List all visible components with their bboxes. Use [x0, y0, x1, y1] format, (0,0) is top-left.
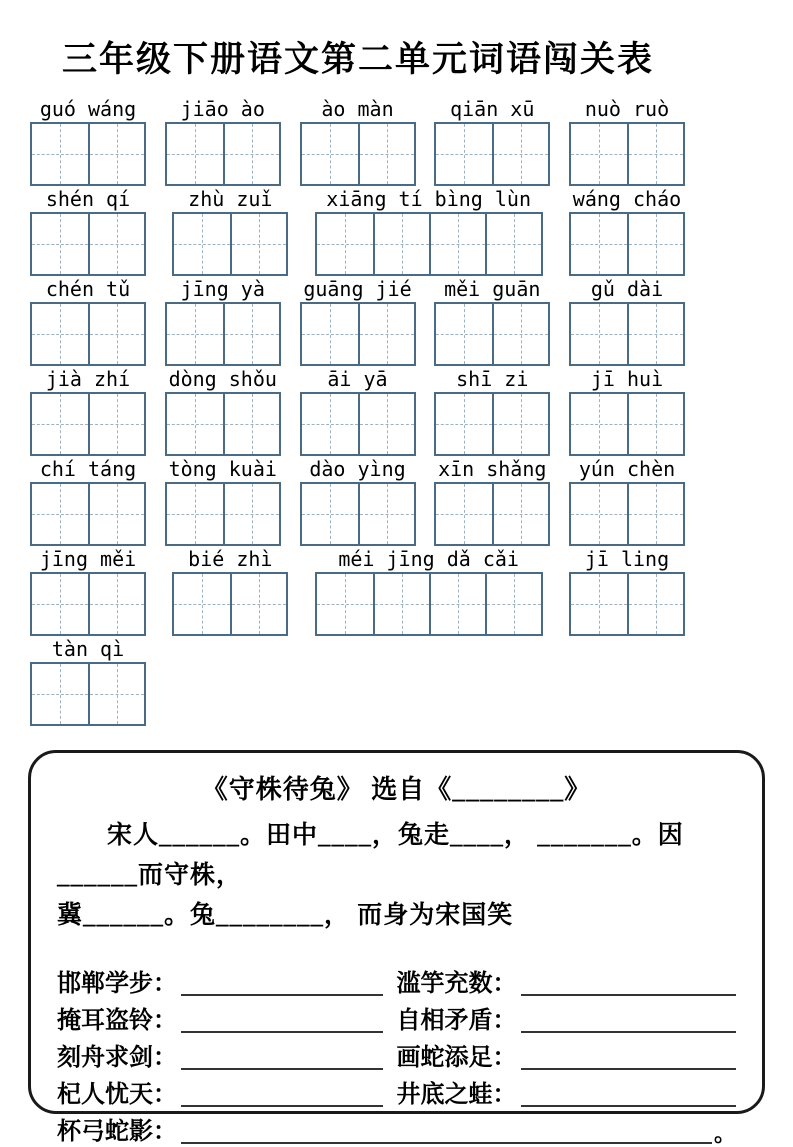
pinyin-label: zhù zuǐ [188, 187, 273, 211]
writing-cell [88, 214, 144, 274]
writing-grid [30, 392, 146, 456]
writing-grid [569, 212, 685, 276]
writing-cell [492, 304, 548, 364]
writing-cell [223, 304, 279, 364]
word-group [30, 276, 146, 366]
idiom-col [397, 1043, 737, 1073]
writing-cell [571, 574, 627, 634]
word-row [30, 636, 685, 726]
idiom-row-last [57, 1110, 736, 1147]
writing-cell [627, 304, 683, 364]
word-group [165, 96, 281, 186]
idiom-col [57, 1006, 397, 1036]
idiom-label: 井底之蛙： [396, 1082, 517, 1108]
writing-grid [434, 392, 550, 456]
word-group [30, 186, 146, 276]
writing-cell [167, 394, 223, 454]
writing-cell [230, 214, 286, 274]
writing-cell [32, 664, 88, 724]
word-grid-section [30, 96, 685, 726]
word-group [434, 276, 550, 366]
pinyin-label: jiāo ào [180, 97, 265, 121]
writing-cell [627, 574, 683, 634]
story-heading: 《守株待兔》 选自《________》 [201, 775, 592, 804]
pinyin-label: qiān xū [450, 97, 535, 121]
idiom-col [397, 1006, 737, 1036]
answer-blank-line [181, 1007, 383, 1033]
idiom-label: 邯郸学步： [57, 971, 177, 997]
idiom-row [57, 962, 736, 999]
writing-cell [492, 484, 548, 544]
pinyin-label: bié zhì [188, 547, 273, 571]
word-group [315, 546, 543, 636]
word-group [165, 456, 281, 546]
writing-grid [165, 392, 281, 456]
pinyin-label: jià zhí [45, 367, 131, 391]
writing-cell [358, 484, 414, 544]
idiom-label: 杞人忧天： [57, 1082, 177, 1108]
writing-grid [434, 122, 550, 186]
pinyin-label: xīn shǎng [438, 457, 547, 481]
pinyin-label: méi jīng dǎ cǎi [338, 547, 519, 571]
writing-cell [492, 394, 548, 454]
writing-cell [373, 574, 429, 634]
writing-grid [30, 572, 146, 636]
writing-cell [302, 484, 358, 544]
pinyin-label: dòng shǒu [168, 367, 277, 391]
answer-blank-line [521, 1007, 737, 1033]
writing-cell [492, 124, 548, 184]
word-group [569, 366, 685, 456]
writing-cell [571, 124, 627, 184]
word-group [569, 546, 685, 636]
writing-cell [429, 214, 485, 274]
pinyin-label: chén tǔ [45, 277, 131, 301]
writing-grid [165, 122, 281, 186]
pinyin-label: āi yā [327, 367, 388, 391]
writing-grid [30, 302, 146, 366]
exercise-box [28, 750, 765, 1146]
writing-cell [358, 394, 414, 454]
word-group [569, 96, 685, 186]
word-group [300, 276, 416, 366]
writing-cell [485, 214, 541, 274]
word-row [30, 186, 685, 276]
idiom-col [57, 1080, 397, 1110]
writing-cell [627, 484, 683, 544]
writing-cell [627, 124, 683, 184]
pinyin-label: guāng jié [303, 277, 412, 301]
writing-grid [434, 482, 550, 546]
pinyin-label: tàn qì [51, 637, 125, 661]
answer-blank-line [521, 1081, 737, 1107]
writing-cell [88, 664, 144, 724]
writing-cell [302, 304, 358, 364]
writing-grid [165, 302, 281, 366]
writing-cell [485, 574, 541, 634]
word-group [300, 456, 416, 546]
pinyin-label: wáng cháo [572, 187, 682, 211]
writing-cell [436, 394, 492, 454]
pinyin-label: chí táng [39, 457, 137, 481]
idiom-label: 画蛇添足： [396, 1045, 517, 1071]
pinyin-label: guó wáng [39, 97, 137, 121]
pinyin-label: tòng kuài [168, 457, 277, 481]
writing-cell [88, 124, 144, 184]
writing-grid [569, 122, 685, 186]
pinyin-label: shī zi [456, 367, 529, 391]
pinyin-label: ào màn [321, 97, 394, 121]
pinyin-label: měi guān [444, 277, 541, 301]
word-row [30, 96, 685, 186]
writing-cell [167, 484, 223, 544]
writing-cell [174, 214, 230, 274]
pinyin-label: yún chèn [578, 457, 676, 481]
answer-blank-line [181, 970, 383, 996]
writing-cell [88, 574, 144, 634]
writing-cell [88, 394, 144, 454]
pinyin-label: jīng yà [180, 277, 265, 301]
writing-cell [627, 214, 683, 274]
writing-grid [300, 122, 416, 186]
pinyin-label: jī huì [590, 367, 664, 391]
pinyin-label: gǔ dài [590, 277, 664, 301]
idiom-list [57, 962, 736, 1110]
writing-cell [571, 304, 627, 364]
answer-blank-line [521, 1044, 737, 1070]
writing-cell [88, 484, 144, 544]
idiom-row [57, 999, 736, 1036]
word-group [434, 96, 550, 186]
word-group [569, 276, 685, 366]
writing-cell [223, 394, 279, 454]
idiom-row [57, 1073, 736, 1110]
writing-cell [32, 304, 88, 364]
word-group [30, 546, 146, 636]
word-group [30, 96, 146, 186]
story-line-1: 宋人______。田中____，兔走____， _______。因______而守株， [57, 822, 684, 889]
writing-cell [223, 484, 279, 544]
idiom-label: 滥竽充数： [396, 971, 517, 997]
word-group [165, 366, 281, 456]
idiom-label: 自相矛盾： [396, 1008, 517, 1034]
idiom-label: 刻舟求剑： [57, 1045, 177, 1071]
idiom-col [397, 969, 737, 999]
writing-cell [167, 124, 223, 184]
writing-grid [434, 302, 550, 366]
pinyin-label: dào yìng [309, 457, 406, 481]
word-row [30, 366, 685, 456]
word-group [315, 186, 543, 276]
writing-cell [302, 124, 358, 184]
writing-cell [571, 214, 627, 274]
idiom-col [397, 1080, 737, 1110]
writing-cell [627, 394, 683, 454]
writing-cell [571, 394, 627, 454]
writing-grid [30, 212, 146, 276]
pinyin-label: jī ling [584, 547, 670, 571]
word-group [569, 456, 685, 546]
word-group [30, 636, 146, 726]
story-line-2: 冀______。兔________， 而身为宋国笑 [57, 902, 514, 929]
writing-cell [32, 484, 88, 544]
idiom-col [57, 1043, 397, 1073]
writing-grid [300, 392, 416, 456]
writing-cell [373, 214, 429, 274]
page-title: 三年级下册语文第二单元词语闯关表 [61, 40, 654, 79]
writing-cell [32, 574, 88, 634]
writing-grid [315, 212, 543, 276]
word-group [300, 366, 416, 456]
sentence-period: 。 [713, 1121, 736, 1146]
writing-cell [436, 124, 492, 184]
word-group [569, 186, 685, 276]
answer-blank-line [181, 1081, 383, 1107]
word-row [30, 546, 685, 636]
writing-cell [230, 574, 286, 634]
writing-cell [302, 394, 358, 454]
writing-cell [358, 304, 414, 364]
idiom-label-beigongsheying: 杯弓蛇影： [57, 1119, 177, 1145]
word-group [30, 366, 146, 456]
writing-grid [172, 212, 288, 276]
pinyin-label: xiāng tí bìng lùn [326, 187, 531, 211]
writing-cell [571, 484, 627, 544]
writing-cell [32, 124, 88, 184]
answer-blank-line [521, 970, 737, 996]
writing-grid [569, 302, 685, 366]
word-group [165, 276, 281, 366]
writing-cell [174, 574, 230, 634]
writing-grid [30, 482, 146, 546]
writing-grid [315, 572, 543, 636]
writing-cell [358, 124, 414, 184]
pinyin-label: shén qí [45, 187, 131, 211]
writing-grid [569, 572, 685, 636]
writing-cell [32, 214, 88, 274]
word-group [434, 456, 550, 546]
pinyin-label: nuò ruò [584, 97, 670, 121]
idiom-col [57, 969, 397, 999]
idiom-label: 掩耳盗铃： [57, 1008, 177, 1034]
writing-grid [172, 572, 288, 636]
writing-grid [300, 302, 416, 366]
writing-cell [317, 214, 373, 274]
writing-grid [569, 482, 685, 546]
word-row [30, 456, 685, 546]
writing-grid [569, 392, 685, 456]
writing-cell [223, 124, 279, 184]
writing-cell [32, 394, 88, 454]
writing-cell [167, 304, 223, 364]
answer-blank-line [181, 1044, 383, 1070]
writing-cell [436, 304, 492, 364]
writing-cell [88, 304, 144, 364]
writing-grid [30, 662, 146, 726]
writing-grid [300, 482, 416, 546]
idiom-row [57, 1036, 736, 1073]
writing-grid [165, 482, 281, 546]
writing-grid [30, 122, 146, 186]
word-group [300, 96, 416, 186]
word-group [30, 456, 146, 546]
writing-cell [436, 484, 492, 544]
word-group [434, 366, 550, 456]
writing-cell [317, 574, 373, 634]
pinyin-label: jīng měi [39, 547, 137, 571]
word-group [172, 546, 288, 636]
writing-cell [429, 574, 485, 634]
word-group [172, 186, 288, 276]
word-row [30, 276, 685, 366]
